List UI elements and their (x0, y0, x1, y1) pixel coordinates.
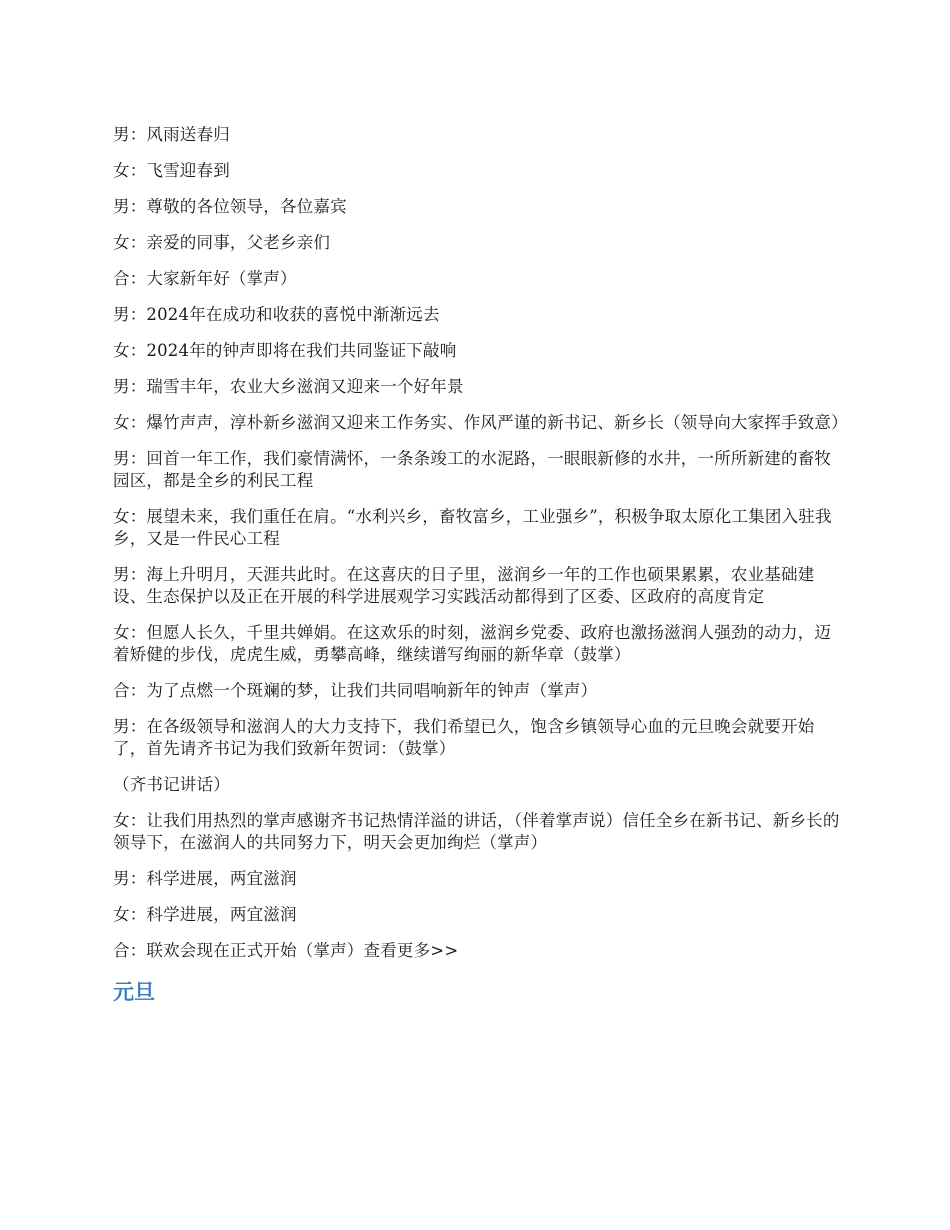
script-line: 女：但愿人长久，千里共婵娟。在这欢乐的时刻，滋润乡党委、政府也激扬滋润人强劲的动力，迈着矫健的步伐，虎虎生威，勇攀高峰，继续谱写绚丽的新华章（鼓掌） (113, 623, 832, 664)
script-line: 合：大家新年好（掌声） (113, 269, 297, 288)
script-line: 男：风雨送春归 (113, 125, 230, 144)
script-line: 女：让我们用热烈的掌声感谢齐书记热情洋溢的讲话，（伴着掌声说）信任全乡在新书记、新乡长的领导下，在滋润人的共同努力下，明天会更加绚烂（掌声） (113, 811, 840, 852)
script-line-view-more: 合：联欢会现在正式开始（掌声）查看更多>> (113, 941, 459, 960)
script-line: 女：亲爱的同事，父老乡亲们 (113, 233, 331, 252)
script-line: 男：科学进展，两宜滋润 (113, 869, 297, 888)
script-line: 男：回首一年工作，我们豪情满怀，一条条竣工的水泥路，一眼眼新修的水井，一所所新建的畜牧园区，都是全乡的利民工程 (113, 449, 832, 490)
section-heading: 元旦 (113, 980, 155, 1004)
script-line: 女：2024年的钟声即将在我们共同鉴证下敲响 (113, 341, 457, 360)
script-line: 男：2024年在成功和收获的喜悦中渐渐远去 (113, 305, 440, 324)
script-line: 男：在各级领导和滋润人的大力支持下，我们希望已久，饱含乡镇领导心血的元旦晚会就要开始了，首先请齐书记为我们致新年贺词：（鼓掌） (113, 717, 815, 758)
script-line: 女：展望未来，我们重任在肩。“水利兴乡，畜牧富乡，工业强乡”，积极争取太原化工集团入驻我乡，又是一件民心工程 (113, 507, 832, 548)
script-line: 女：科学进展，两宜滋润 (113, 905, 297, 924)
script-line: 男：瑞雪丰年，农业大乡滋润又迎来一个好年景 (113, 377, 464, 396)
script-line: 女：飞雪迎春到 (113, 161, 230, 180)
stage-direction: （齐书记讲话） (113, 775, 230, 794)
script-line: 女：爆竹声声，淳朴新乡滋润又迎来工作务实、作风严谨的新书记、新乡长（领导向大家挥手致意） (113, 413, 848, 432)
script-line: 男：海上升明月，天涯共此时。在这喜庆的日子里，滋润乡一年的工作也硕果累累，农业基础建设、生态保护以及正在开展的科学进展观学习实践活动都得到了区委、区政府的高度肯定 (113, 565, 815, 606)
script-line: 男：尊敬的各位领导，各位嘉宾 (113, 197, 347, 216)
script-line: 合：为了点燃一个斑斓的梦，让我们共同唱响新年的钟声（掌声） (113, 681, 598, 700)
